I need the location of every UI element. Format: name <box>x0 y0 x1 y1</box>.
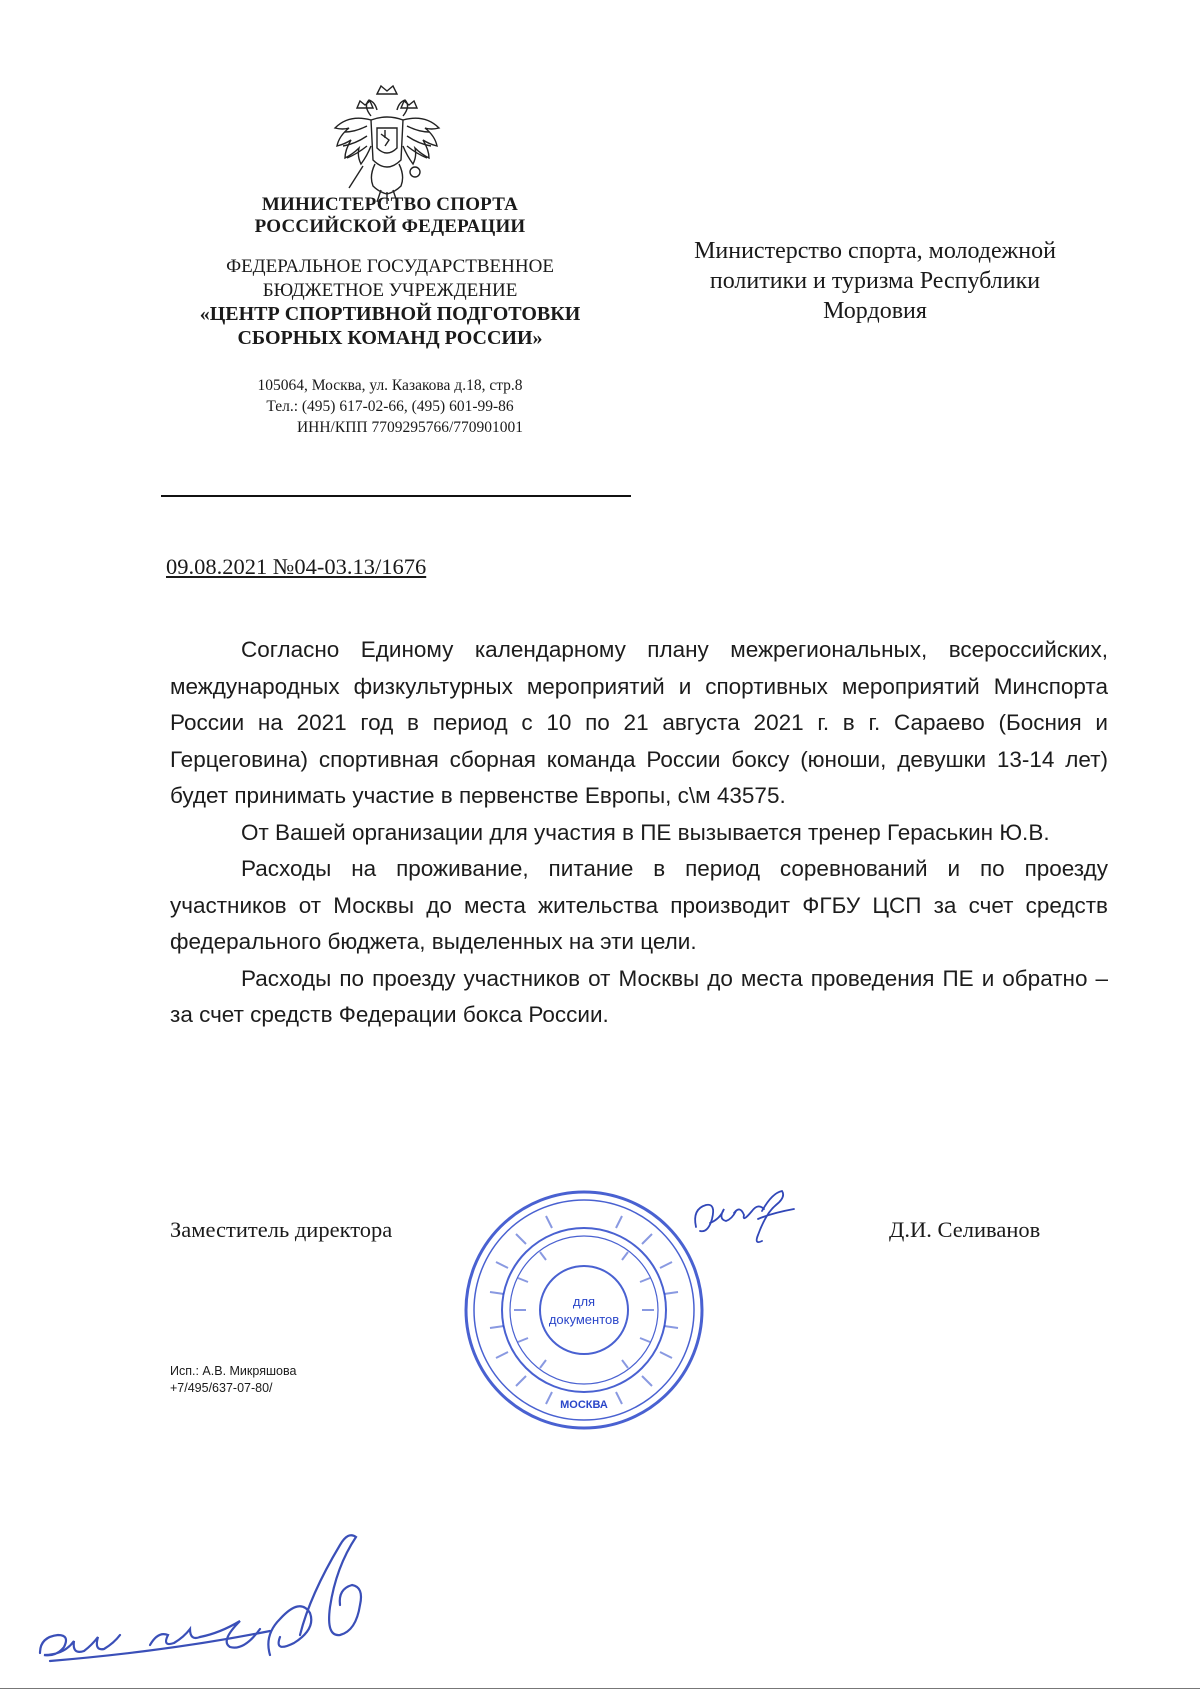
header-divider <box>161 495 631 497</box>
ministry-name-line1: МИНИСТЕРСТВО СПОРТА <box>261 194 519 215</box>
addressee-line2: политики и туризма Республики <box>709 268 1041 294</box>
page-bottom-edge <box>0 1688 1200 1689</box>
stamp-center-line1: для <box>572 1294 596 1309</box>
body-paragraph-3: Расходы на проживание, питание в период соревнований и по проезду участников от Москвы до места жительства производит ФГБУ ЦСП за счет средств федерального бюджета, выделенных на эти цели. <box>170 856 1108 954</box>
org-type-line2: БЮДЖЕТНОЕ УЧРЕЖДЕНИЕ <box>262 280 518 301</box>
body-paragraph-1: Согласно Единому календарному плану межрегиональных, всероссийских, международных физкультурных мероприятий и спортивных мероприятий Минспорта России на 2021 год в период с 10 по 21 августа 2021 г. в г. Сараево (Босния и Герцеговина) спортивная сборная команда России боксу (юноши, девушки 13-14 лет) будет принимать участие в первенстве Европы, с\м 43575. <box>170 637 1108 808</box>
signer-position: Заместитель директора <box>170 1217 393 1242</box>
stamp-center-line2: документов <box>548 1312 620 1327</box>
org-name-line2: СБОРНЫХ КОМАНД РОССИИ» <box>237 327 543 349</box>
handwritten-signature <box>688 1183 806 1253</box>
executor-phone: +7/495/637-07-80/ <box>170 1381 273 1395</box>
org-inn-kpp: ИНН/КПП 7709295766/770901001 <box>296 419 524 436</box>
letter-body <box>170 632 1108 1034</box>
executor-name: Исп.: А.В. Микряшова <box>170 1364 297 1378</box>
org-type-line1: ФЕДЕРАЛЬНОЕ ГОСУДАРСТВЕННОЕ <box>226 256 554 277</box>
addressee-line3: Мордовия <box>823 298 927 324</box>
addressee-line1: Министерство спорта, молодежной <box>694 238 1056 264</box>
signer-name: Д.И. Селиванов <box>889 1217 1041 1242</box>
ministry-name-line2: РОССИЙСКОЙ ФЕДЕРАЦИИ <box>254 216 526 237</box>
official-stamp <box>456 1182 712 1438</box>
body-paragraph-2: От Вашей организации для участия в ПЕ вызывается тренер Гераськин Ю.В. <box>241 819 1050 845</box>
coat-of-arms-emblem <box>327 80 447 208</box>
letter-reference: 09.08.2021 №04-03.13/1676 <box>166 554 427 579</box>
org-name-line1: «ЦЕНТР СПОРТИВНОЙ ПОДГОТОВКИ <box>199 303 581 325</box>
stamp-city: МОСКВА <box>560 1399 608 1411</box>
org-address: 105064, Москва, ул. Казакова д.18, стр.8 <box>257 377 523 394</box>
body-paragraph-4: Расходы по проезду участников от Москвы до места проведения ПЕ и обратно – за счет средств Федерации бокса России. <box>170 965 1108 1027</box>
bottom-handwritten-signature <box>30 1505 410 1680</box>
org-phone: Тел.: (495) 617-02-66, (495) 601-99-86 <box>266 398 514 415</box>
